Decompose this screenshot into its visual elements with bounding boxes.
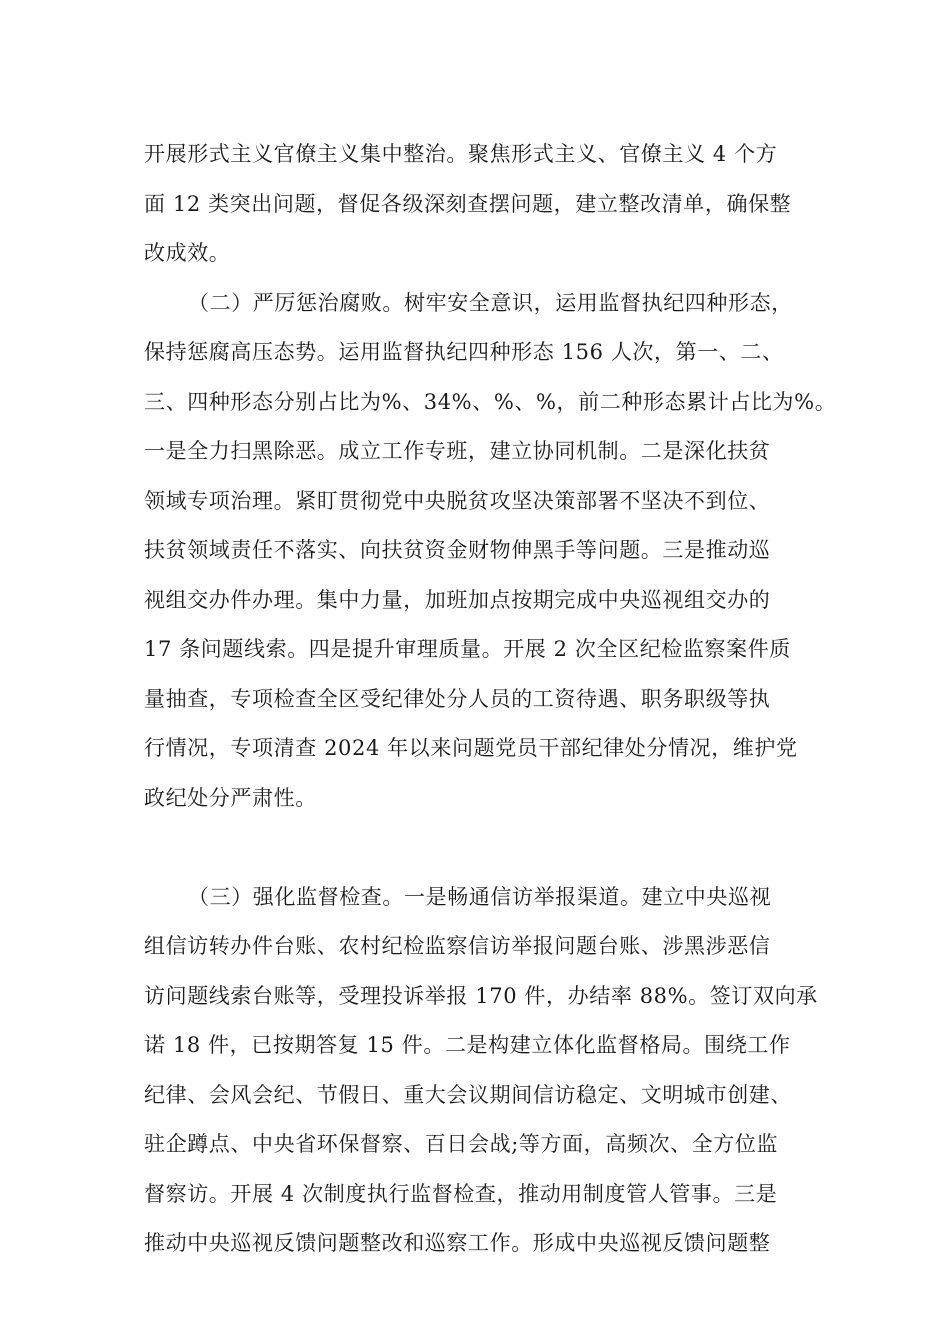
paragraph-1 [144,130,809,279]
text-line: 组信访转办件台账、农村纪检监察信访举报问题台账、涉黑涉恶信 [144,934,771,958]
text-line: 17 条问题线索。四是提升审理质量。开展 2 次全区纪检监察案件质 [144,637,791,661]
text-line: 纪律、会风会纪、节假日、重大会议期间信访稳定、文明城市创建、 [144,1082,792,1107]
text-line: 视组交办件办理。集中力量，加班加点按期完成中央巡视组交办的 [144,587,771,612]
text-line: 一是全力扫黑除恶。成立工作专班，建立协同机制。二是深化扶贫 [144,439,771,463]
text-line: 政纪处分严肃性。 [144,785,317,810]
text-line: 保持惩腐高压态势。运用监督执纪四种形态 156 人次，第一、二、 [144,340,784,364]
paragraph-2 [144,279,837,873]
text-line: 访问题线索台账等，受理投诉举报 170 件，办结率 88%。签订双向承 [144,983,818,1008]
text-line: 领域专项治理。紧盯贯彻党中央脱贫攻坚决策部署不坚决不到位、 [144,488,771,513]
text-line: （二）严厉惩治腐败。树牢安全意识，运用监督执纪四种形态， [188,290,793,315]
text-line: 驻企蹲点、中央省环保督察、百日会战;等方面，高频次、全方位监 [144,1132,779,1156]
text-line: 行情况，专项清查 2024 年以来问题党员干部纪律处分情况，维护党 [144,736,798,760]
text-line: 量抽查，专项检查全区受纪律处分人员的工资待遇、职务职级等执 [144,686,771,711]
text-line: （三）强化监督检查。一是畅通信访举报渠道。建立中央巡视 [188,884,772,909]
document-body [144,130,837,1269]
paragraph-3 [144,873,818,1269]
text-line: 面 12 类突出问题，督促各级深刻查摆问题，建立整改清单，确保整 [144,191,792,216]
text-line [144,823,809,873]
text-line: 扶贫领域责任不落实、向扶贫资金财物伸黑手等问题。三是推动巡 [144,538,771,562]
text-line: 开展形式主义官僚主义集中整治。聚焦形式主义、官僚主义 4 个方 [144,142,778,166]
text-line: 三、四种形态分别占比为%、34%、%、%，前二种形态累计占比为%。 [144,389,837,414]
text-line: 改成效。 [144,241,231,265]
text-line: 诺 18 件，已按期答复 15 件。二是构建立体化监督格局。围绕工作 [144,1033,791,1057]
text-line: 推动中央巡视反馈问题整改和巡察工作。形成中央巡视反馈问题整 [144,1231,771,1255]
text-line: 督察访。开展 4 次制度执行监督检查，推动用制度管人管事。三是 [144,1181,778,1206]
